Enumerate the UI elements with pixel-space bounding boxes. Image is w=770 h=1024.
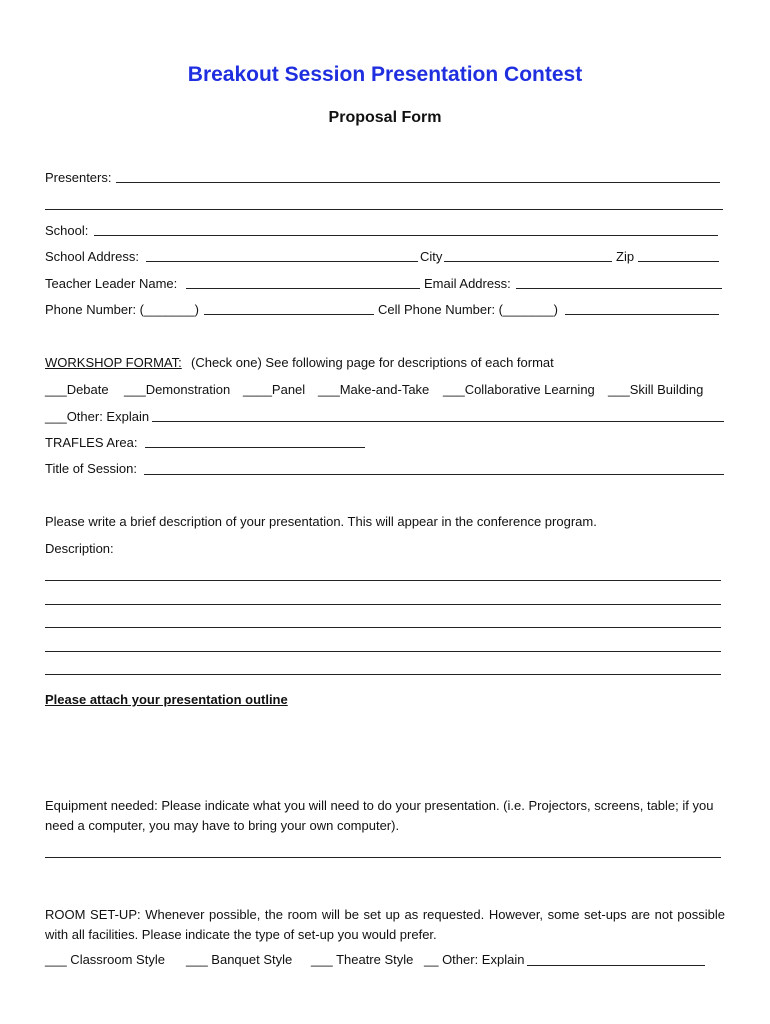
option-debate[interactable]: ___Debate	[45, 382, 109, 397]
equipment-text: Equipment needed: Please indicate what you will need to do your presentation. (i.e. Projectors, screens, table; if you need a computer, you may have to bring your own computer).	[45, 798, 714, 833]
option-other-label: ___Other: Explain	[45, 409, 150, 424]
description-line[interactable]	[45, 674, 721, 675]
option-skill-building[interactable]: ___Skill Building	[608, 382, 704, 397]
school-label: School:	[45, 223, 89, 238]
room-setup-text: ROOM SET-UP: Whenever possible, the room will be set up as requested. However, some set-ups are not possible with all facilities. Please indicate the type of set-up you would prefer.	[45, 907, 725, 942]
school-line[interactable]	[94, 235, 718, 236]
other-setup-line[interactable]	[527, 965, 705, 966]
outline-notice: Please attach your presentation outline	[45, 692, 288, 707]
description-line[interactable]	[45, 651, 721, 652]
other-explain-line[interactable]	[152, 421, 724, 422]
phone-label: Phone Number: (_______)	[45, 302, 199, 317]
school-address-label: School Address:	[45, 249, 139, 264]
option-demonstration[interactable]: ___Demonstration	[124, 382, 231, 397]
presenters-line[interactable]	[116, 182, 720, 183]
teacher-leader-label: Teacher Leader Name:	[45, 276, 178, 291]
cell-phone-label: Cell Phone Number: (_______)	[378, 302, 558, 317]
phone-line[interactable]	[204, 314, 374, 315]
trafles-area-line[interactable]	[145, 447, 365, 448]
workshop-format-heading: WORKSHOP FORMAT:	[45, 355, 182, 370]
presenters-label: Presenters:	[45, 170, 112, 185]
city-label: City	[420, 249, 443, 264]
option-make-and-take[interactable]: ___Make-and-Take	[318, 382, 430, 397]
school-address-line[interactable]	[146, 261, 418, 262]
presenters-line-2[interactable]	[45, 209, 723, 210]
description-line[interactable]	[45, 604, 721, 605]
cell-phone-line[interactable]	[565, 314, 719, 315]
description-intro: Please write a brief description of your presentation. This will appear in the conference program.	[45, 514, 597, 529]
zip-line[interactable]	[638, 261, 719, 262]
description-line[interactable]	[45, 627, 721, 628]
form-title: Breakout Session Presentation Contest	[187, 63, 583, 86]
session-title-line[interactable]	[144, 474, 724, 475]
trafles-area-label: TRAFLES Area:	[45, 435, 138, 450]
zip-label: Zip	[616, 249, 635, 264]
city-line[interactable]	[444, 261, 612, 262]
option-panel[interactable]: ____Panel	[243, 382, 306, 397]
option-collaborative-learning[interactable]: ___Collaborative Learning	[443, 382, 595, 397]
session-title-label: Title of Session:	[45, 461, 138, 476]
description-label: Description:	[45, 541, 114, 556]
option-theatre-style[interactable]: ___ Theatre Style	[311, 952, 414, 967]
form-subtitle: Proposal Form	[328, 109, 442, 126]
teacher-leader-line[interactable]	[186, 288, 420, 289]
option-banquet-style[interactable]: ___ Banquet Style	[186, 952, 293, 967]
option-classroom-style[interactable]: ___ Classroom Style	[45, 952, 165, 967]
option-other-setup[interactable]: __ Other: Explain	[424, 952, 525, 967]
email-line[interactable]	[516, 288, 722, 289]
email-label: Email Address:	[424, 276, 511, 291]
description-line[interactable]	[45, 580, 721, 581]
equipment-line[interactable]	[45, 857, 721, 858]
workshop-format-instruction: (Check one) See following page for descriptions of each format	[191, 355, 554, 370]
